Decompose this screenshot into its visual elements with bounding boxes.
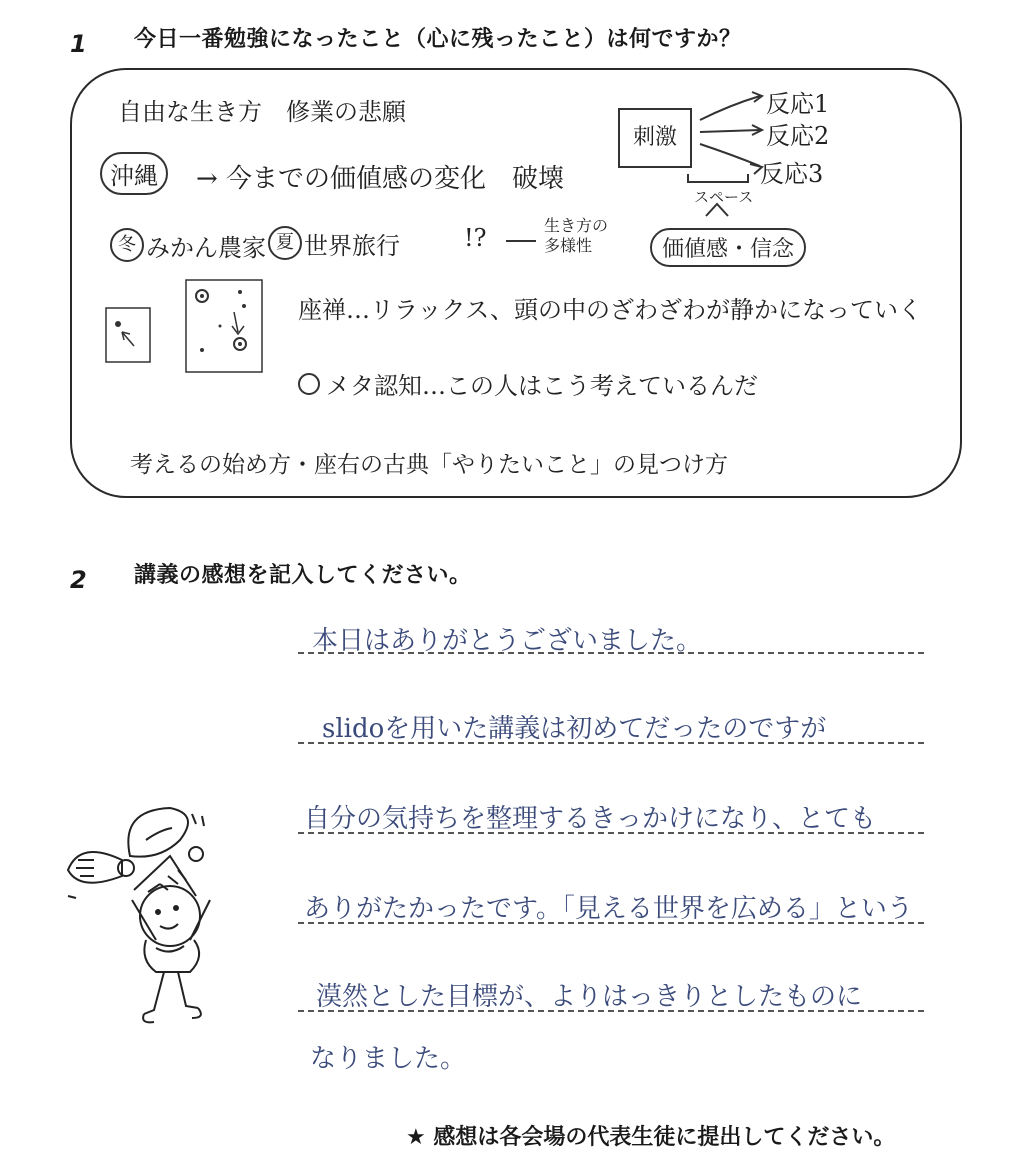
cartoon-character-illustration <box>60 800 260 1040</box>
footer-note: ★ 感想は各会場の代表生徒に提出してください。 <box>406 1125 896 1150</box>
note-stimulus: 刺激 <box>618 108 692 168</box>
writing-line-1 <box>298 652 924 654</box>
writing-line-4 <box>298 922 924 924</box>
reaction-3: 反応3 <box>760 160 824 188</box>
note-diversity: 生き方の 多様性 <box>544 216 609 255</box>
question-1-text: 今日一番勉強になったこと（心に残ったこと）は何ですか？ <box>134 27 742 52</box>
sketch-large-frame <box>184 278 264 374</box>
note-okinawa: 沖縄 <box>100 152 168 195</box>
impression-line-6: なりました。 <box>310 1044 467 1074</box>
note-zazen: 座禅…リラックス、頭の中のざわざわが静かになっていく <box>298 296 922 324</box>
dash-line <box>506 240 536 242</box>
meta-circle-icon <box>298 373 320 395</box>
question-1-number: 1 <box>70 30 87 58</box>
space-caret <box>702 200 732 220</box>
impression-line-2: slidoを用いた講義は初めてだったのですが <box>322 714 827 744</box>
note-values-beliefs: 価値感・信念 <box>650 228 806 267</box>
impression-line-1: 本日はありがとうございました。 <box>312 626 703 656</box>
note-values-change: → 今までの価値感の変化 破壊 <box>196 164 565 194</box>
writing-line-3 <box>298 832 924 834</box>
impression-line-5: 漠然とした目標が、よりはっきりとしたものに <box>316 982 863 1012</box>
sketch-small-frame <box>104 306 152 364</box>
note-mikan-farmer: みかん農家 <box>146 234 266 262</box>
note-question-mark: !? <box>464 224 487 252</box>
note-meta-cognition: メタ認知…この人はこう考えているんだ <box>326 372 758 400</box>
writing-line-2 <box>298 742 924 744</box>
impression-line-3: 自分の気持ちを整理するきっかけになり、とても <box>304 804 877 834</box>
winter-mark: 冬 <box>110 228 144 262</box>
note-free-life: 自由な生き方 修業の悲願 <box>118 98 406 126</box>
summer-mark: 夏 <box>268 226 302 260</box>
note-how-to-think: 考えるの始め方・座右の古典「やりたいこと」の見つけ方 <box>130 452 728 478</box>
reaction-1: 反応1 <box>766 90 830 118</box>
question-2-number: 2 <box>70 566 87 594</box>
writing-line-5 <box>298 1010 924 1012</box>
note-space: スペース <box>694 188 754 206</box>
question-2-text: 講義の感想を記入してください。 <box>134 563 472 588</box>
reaction-2: 反応2 <box>766 122 830 150</box>
note-world-travel: 世界旅行 <box>304 232 400 260</box>
impression-line-4: ありがたかったです。「見える世界を広める」という <box>304 894 913 924</box>
